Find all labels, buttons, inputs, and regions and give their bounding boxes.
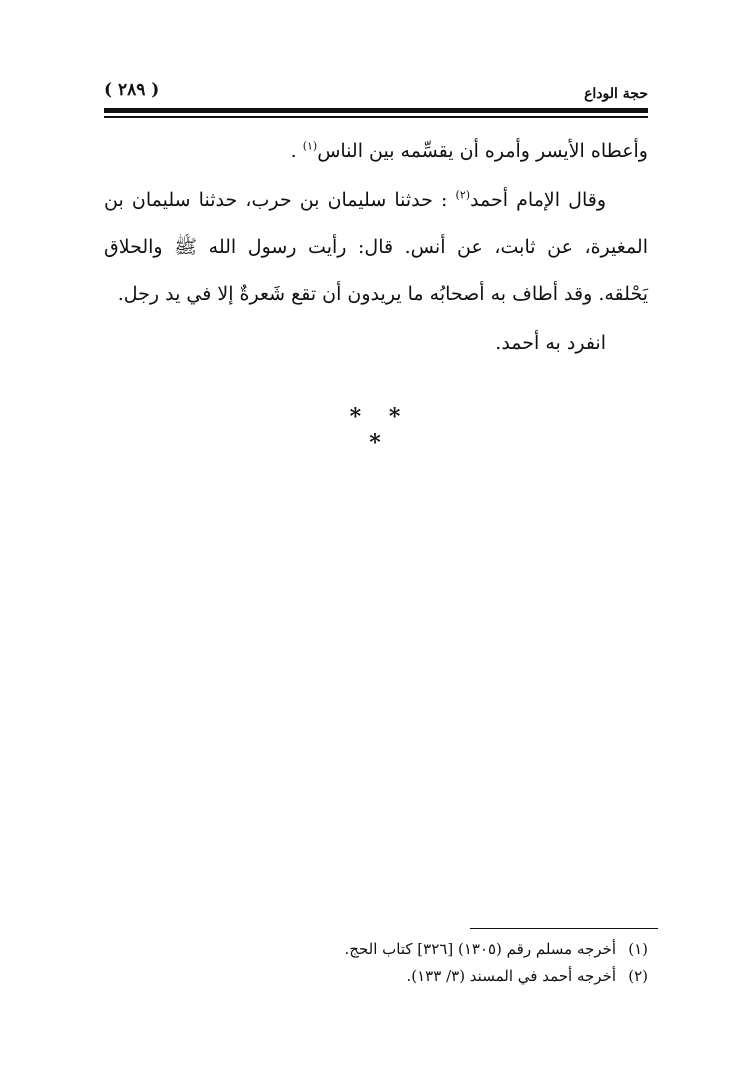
footnote-ref-1[interactable]: (١) <box>302 139 318 153</box>
paragraph-3: انفرد به أحمد. <box>495 332 606 354</box>
header-rule-thick <box>104 108 648 113</box>
running-title: حجة الوداع <box>584 86 648 102</box>
footnote-2-text: أخرجه أحمد في المسند (٣/ ١٣٣). <box>406 967 616 985</box>
paragraph-1-end: . <box>290 140 303 162</box>
footnote-1 <box>200 936 648 963</box>
footnotes <box>200 936 648 990</box>
section-separator: * * * <box>349 404 411 456</box>
page-number: ( ٢٨٩ ) <box>104 80 160 100</box>
paragraph-1 <box>104 128 648 175</box>
footnote-2 <box>200 963 648 990</box>
footnote-rule <box>470 928 658 929</box>
paragraph-2-text: : حدثنا سليمان بن حرب، حدثنا سليمان بن المغيرة، عن ثابت، عن أنس. قال: رأيت رسول الله ﷺ والحلاق يَحْلقه. وقد أطاف به أصحابُه ما يريدون أن تقع شَعرةٌ إلا في يد رجل. <box>104 189 648 305</box>
paragraph-2 <box>104 177 648 318</box>
footnote-1-number: (١) <box>628 940 648 958</box>
paragraph-2-lead: وقال الإمام أحمد <box>470 189 606 211</box>
footnote-1-text: أخرجه مسلم رقم (١٣٠٥) [٣٢٦] كتاب الحج. <box>344 940 616 958</box>
paragraph-1-text: وأعطاه الأيسر وأمره أن يقسِّمه بين الناس <box>317 140 648 162</box>
footnote-ref-2[interactable]: (٢) <box>455 188 471 202</box>
footnote-2-number: (٢) <box>628 967 648 985</box>
header-rule-thin <box>104 116 648 118</box>
main-text <box>104 128 648 367</box>
